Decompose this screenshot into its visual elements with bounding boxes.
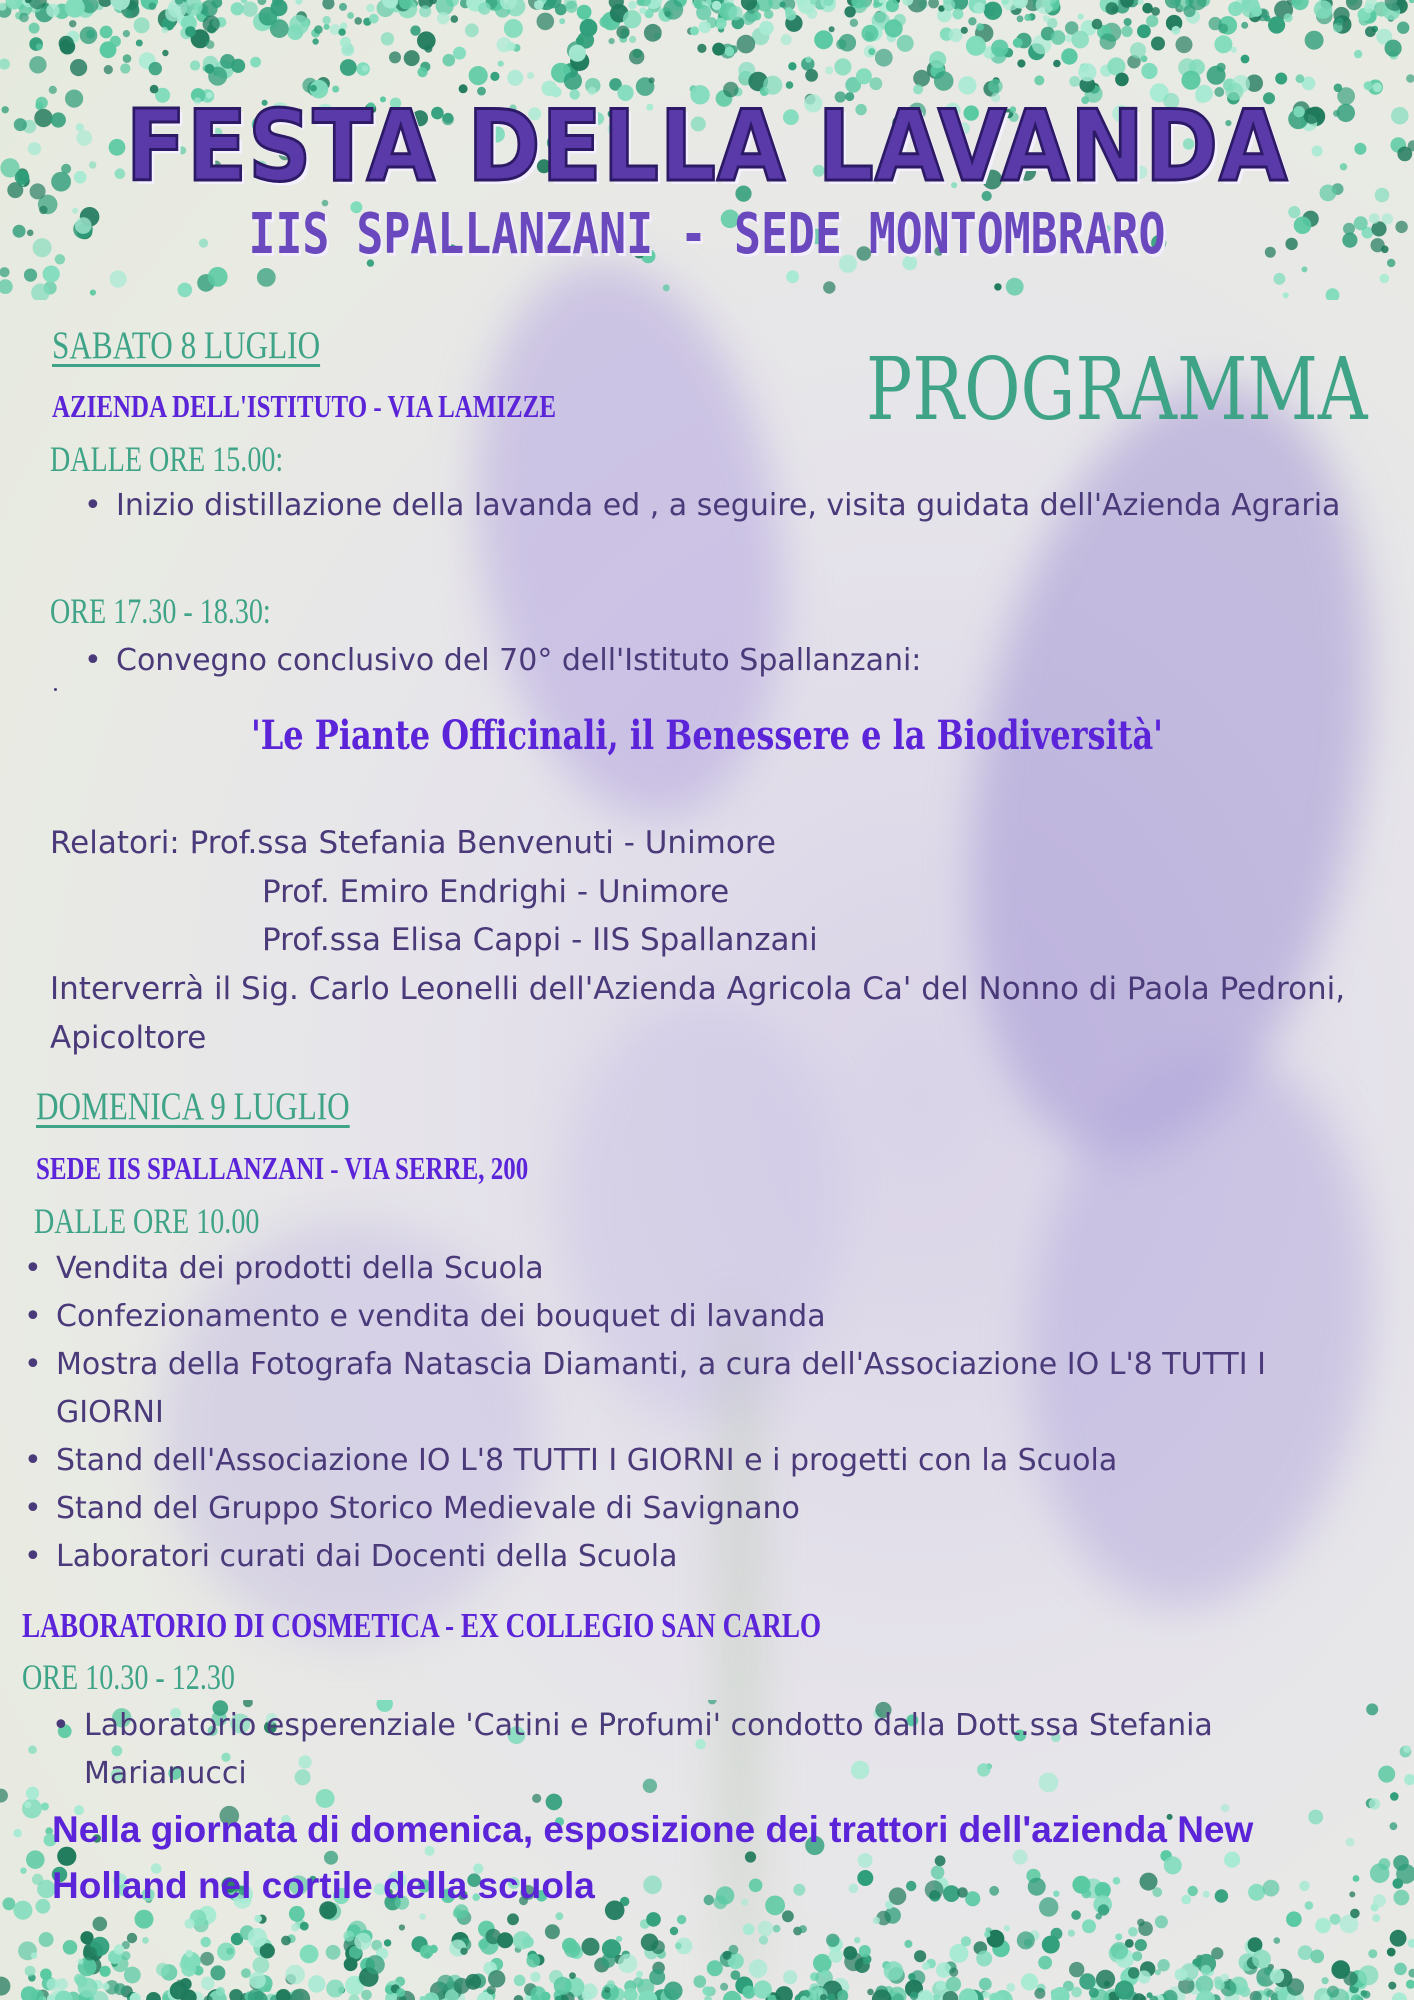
saturday-venue: AZIENDA DELL'ISTITUTO - VIA LAMIZZE [52, 388, 556, 424]
list-item: • Inizio distillazione della lavanda ed , a seguire, visita guidata dell'Azienda Agraria [84, 482, 1344, 530]
stray-dot [54, 688, 57, 691]
speaker-3: Prof.ssa Elisa Cappi - IIS Spallanzani [262, 922, 818, 958]
sunday-activities [24, 1245, 1376, 1581]
list-item: • Stand dell'Associazione IO L'8 TUTTI I GIORNI e i progetti con la Scuola [24, 1437, 1376, 1485]
saturday-activities-1 [84, 482, 1344, 530]
speaker-2: Prof. Emiro Endrighi - Unimore [262, 874, 730, 910]
sunday-venue: SEDE IIS SPALLANZANI - VIA SERRE, 200 [36, 1150, 529, 1186]
conference-title: 'Le Piante Officinali, il Benessere e la Biodiversità' [251, 712, 1163, 759]
footer-note: Nella giornata di domenica, esposizione dei trattori dell'azienda New Holland nel cortile della scuola [52, 1809, 1254, 1906]
saturday-activities-2 [84, 637, 1344, 685]
list-item: • Laboratori curati dai Docenti della Scuola [24, 1533, 1376, 1581]
list-item: • Mostra della Fotografa Natascia Diamanti, a cura dell'Associazione IO L'8 TUTTI I GIORNI [24, 1341, 1376, 1437]
list-item: • Stand del Gruppo Storico Medievale di Savignano [24, 1485, 1376, 1533]
event-subtitle: IIS SPALLANZANI - SEDE MONTOMBRARO [248, 202, 1166, 267]
saturday-time-1: DALLE ORE 15.00: [50, 439, 284, 479]
lab-time: ORE 10.30 - 12.30 [22, 1657, 235, 1697]
lab-activities [52, 1702, 1352, 1798]
saturday-time-2: ORE 17.30 - 18.30: [50, 591, 271, 631]
guest-speaker: Interverrà il Sig. Carlo Leonelli dell'Azienda Agricola Ca' del Nonno di Paola Pedroni, Apicoltore [50, 971, 1346, 1056]
speaker-1: Relatori: Prof.ssa Stefania Benvenuti - Unimore [50, 825, 776, 861]
list-item: • Confezionamento e vendita dei bouquet di lavanda [24, 1293, 1376, 1341]
saturday-date: SABATO 8 LUGLIO [52, 324, 321, 367]
list-item: • Convegno conclusivo del 70° dell'Istituto Spallanzani: [84, 637, 1344, 685]
list-item: • Vendita dei prodotti della Scuola [24, 1245, 1376, 1293]
list-item: • Laboratorio esperenziale 'Catini e Profumi' condotto dalla Dott.ssa Stefania Marianucci [52, 1702, 1352, 1798]
event-title: FESTA DELLA LAVANDA [125, 90, 1289, 204]
programma-heading: PROGRAMMA [866, 340, 1368, 440]
sunday-date: DOMENICA 9 LUGLIO [36, 1085, 350, 1128]
lab-title: LABORATORIO DI COSMETICA - EX COLLEGIO SAN CARLO [22, 1606, 822, 1645]
sunday-time: DALLE ORE 10.00 [34, 1201, 260, 1241]
